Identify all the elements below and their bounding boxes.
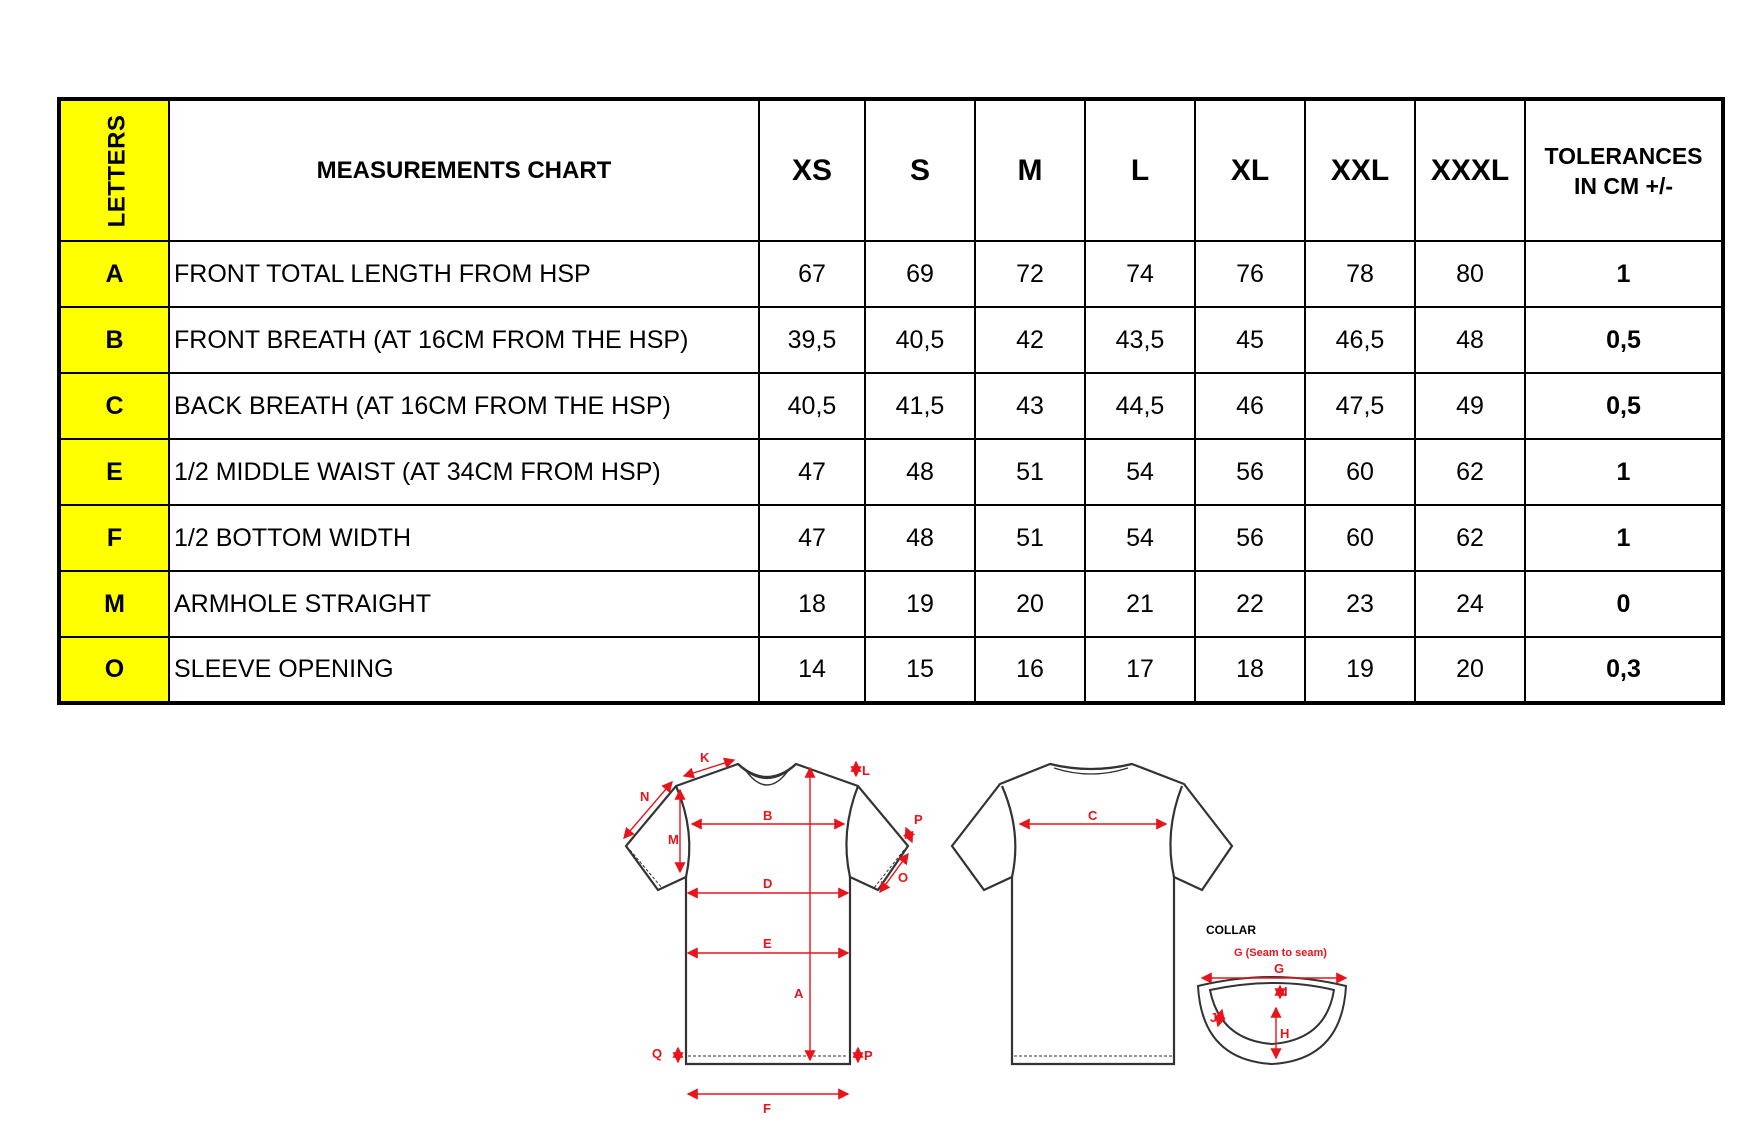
size-value: 20 [975,571,1085,637]
row-tolerance: 0,5 [1525,307,1723,373]
diagram-label-b: B [763,808,773,823]
size-value: 62 [1415,505,1525,571]
row-letter: M [59,571,169,637]
size-value: 51 [975,439,1085,505]
diagram-label-p: P [864,1048,873,1063]
size-value: 46 [1195,373,1305,439]
size-value: 22 [1195,571,1305,637]
size-value: 76 [1195,241,1305,307]
row-description: 1/2 MIDDLE WAIST (AT 34CM FROM HSP) [169,439,759,505]
table-row [59,373,1723,439]
size-value: 40,5 [865,307,975,373]
size-value: 41,5 [865,373,975,439]
size-value: 43,5 [1085,307,1195,373]
size-header-m: M [975,99,1085,241]
size-value: 72 [975,241,1085,307]
size-value: 15 [865,637,975,703]
size-value: 20 [1415,637,1525,703]
size-value: 17 [1085,637,1195,703]
size-value: 60 [1305,439,1415,505]
row-letter: C [59,373,169,439]
diagram-label-h: H [1280,1026,1290,1041]
row-tolerance: 1 [1525,241,1723,307]
size-value: 47,5 [1305,373,1415,439]
row-tolerance: 0,3 [1525,637,1723,703]
size-value: 67 [759,241,865,307]
size-header-xl: XL [1195,99,1305,241]
size-header-xs: XS [759,99,865,241]
table-body [59,241,1723,703]
size-value: 24 [1415,571,1525,637]
size-value: 19 [865,571,975,637]
size-value: 56 [1195,505,1305,571]
table-row [59,241,1723,307]
size-value: 56 [1195,439,1305,505]
letters-header [59,99,169,241]
size-value: 80 [1415,241,1525,307]
diagram-label-q: Q [652,1046,663,1061]
diagram-label-i: I [1284,984,1288,999]
size-value: 46,5 [1305,307,1415,373]
row-description: BACK BREATH (AT 16CM FROM THE HSP) [169,373,759,439]
tolerance-header-line2: IN CM +/- [1573,172,1674,199]
size-value: 40,5 [759,373,865,439]
size-header-xxl: XXL [1305,99,1415,241]
size-value: 49 [1415,373,1525,439]
diagram-label-j: J [1210,1010,1218,1025]
size-value: 39,5 [759,307,865,373]
table-row [59,637,1723,703]
row-tolerance: 0,5 [1525,373,1723,439]
row-description: ARMHOLE STRAIGHT [169,571,759,637]
diagram-label-p-top: P [914,812,923,827]
size-value: 47 [759,505,865,571]
size-value: 69 [865,241,975,307]
row-letter: A [59,241,169,307]
size-value: 14 [759,637,865,703]
diagram-label-g: G [1274,961,1285,976]
size-header-l: L [1085,99,1195,241]
diagram-label-l: L [862,763,870,778]
table-row [59,307,1723,373]
size-value: 74 [1085,241,1195,307]
tolerance-header-line1: TOLERANCES [1544,142,1703,169]
size-value: 21 [1085,571,1195,637]
table-header-row [59,99,1723,241]
row-description: 1/2 BOTTOM WIDTH [169,505,759,571]
diagram-label-o: O [898,870,909,885]
size-header-s: S [865,99,975,241]
row-description: FRONT BREATH (AT 16CM FROM THE HSP) [169,307,759,373]
size-value: 78 [1305,241,1415,307]
table-row [59,571,1723,637]
size-header-xxxl: XXXL [1415,99,1525,241]
size-value: 54 [1085,439,1195,505]
size-value: 16 [975,637,1085,703]
diagram-label-k: K [700,750,710,765]
row-description: FRONT TOTAL LENGTH FROM HSP [169,241,759,307]
row-tolerance: 1 [1525,505,1723,571]
row-letter: E [59,439,169,505]
tolerance-header [1525,99,1723,241]
size-value: 18 [1195,637,1305,703]
size-value: 54 [1085,505,1195,571]
size-value: 48 [865,505,975,571]
diagram-label-e: E [763,936,772,951]
size-value: 47 [759,439,865,505]
size-value: 42 [975,307,1085,373]
collar-outline [1198,977,1346,1064]
size-value: 43 [975,373,1085,439]
size-value: 45 [1195,307,1305,373]
diagram-label-c: C [1088,808,1098,823]
size-value: 48 [865,439,975,505]
row-letter: B [59,307,169,373]
tshirt-diagram [610,740,1350,1130]
diagram-label-d: D [763,876,773,891]
diagram-label-m: M [668,832,679,847]
diagram-label-a: A [794,986,804,1001]
size-value: 48 [1415,307,1525,373]
row-tolerance: 0 [1525,571,1723,637]
size-value: 60 [1305,505,1415,571]
size-value: 44,5 [1085,373,1195,439]
row-tolerance: 1 [1525,439,1723,505]
size-value: 18 [759,571,865,637]
table-row [59,439,1723,505]
table-row [59,505,1723,571]
measurements-table [57,97,1725,705]
row-description: SLEEVE OPENING [169,637,759,703]
size-value: 23 [1305,571,1415,637]
row-letter: F [59,505,169,571]
row-letter: O [59,637,169,703]
diagram-label-f: F [763,1101,771,1116]
size-value: 51 [975,505,1085,571]
chart-title: MEASUREMENTS CHART [169,99,759,241]
size-value: 19 [1305,637,1415,703]
collar-title: COLLAR [1206,923,1256,937]
size-value: 62 [1415,439,1525,505]
letters-header-text: LETTERS [103,114,131,228]
collar-caption: G (Seam to seam) [1234,947,1327,959]
diagram-label-n: N [640,789,650,804]
